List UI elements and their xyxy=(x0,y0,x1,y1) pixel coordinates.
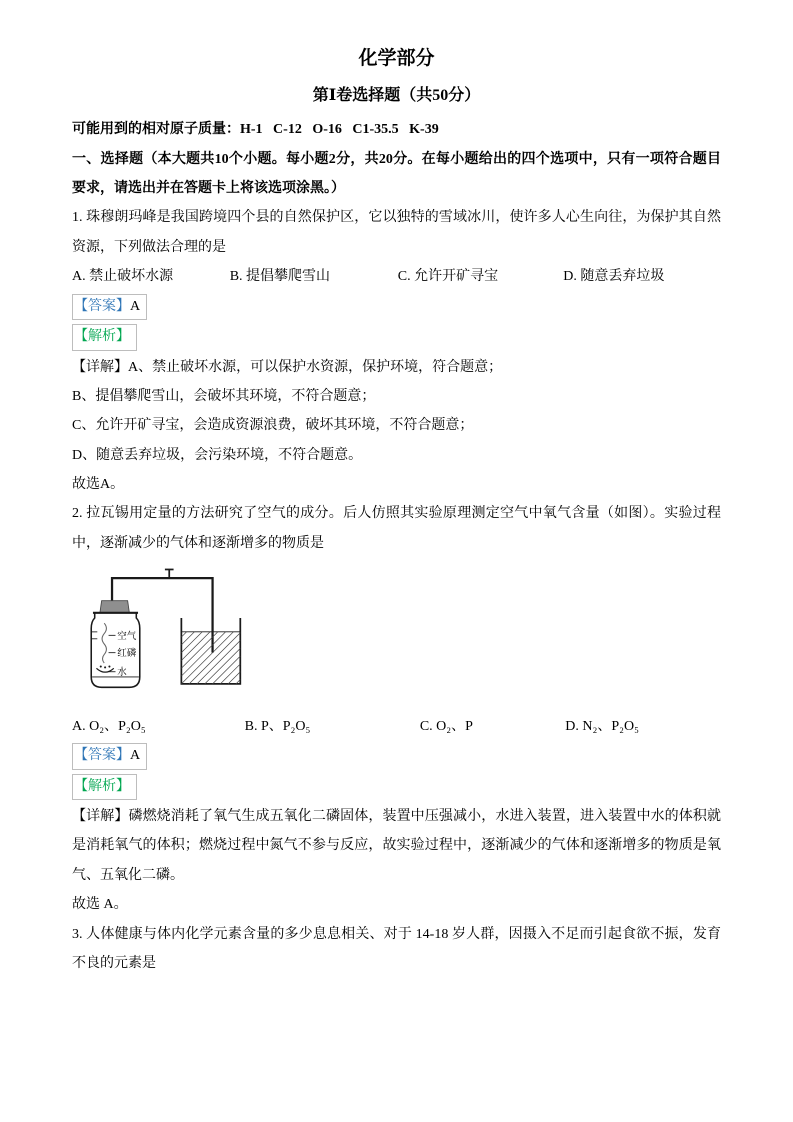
rubber-stopper-icon xyxy=(100,601,129,613)
option-b: B. 提倡攀爬雪山 xyxy=(229,269,331,285)
air-label: 空气 xyxy=(117,632,137,643)
question-2-stem: 2. 拉瓦锡用定量的方法研究了空气的成分。后人仿照其实验原理测定空气中氧气含量（如图）。实验过程中，逐渐减少的气体和逐渐增多的物质是 xyxy=(72,506,721,551)
beaker xyxy=(181,618,240,684)
detail-tag: 【详解】 xyxy=(72,359,128,375)
red-phosphorus-label: 红磷 xyxy=(117,649,137,660)
answer-tag: 【答案】 xyxy=(74,748,130,764)
analysis-tag: 【解析】 xyxy=(74,329,130,345)
question-1-detail-c: C、允许开矿寻宝，会造成资源浪费，破坏其环境，不符合题意； xyxy=(72,418,474,434)
question-3-stem: 3. 人体健康与体内化学元素含量的多少息息相关、对于 14-18 岁人群，因摄入不足而引起食欲不振，发育不良的元素是 xyxy=(72,926,721,971)
question-1-detail-b: B、提倡攀爬雪山，会破坏其环境，不符合题意； xyxy=(72,388,376,404)
analysis-tag: 【解析】 xyxy=(74,778,130,794)
option-b: B. P、P₂O₅ xyxy=(244,718,311,734)
graduation-marks xyxy=(91,632,97,639)
option-d: D. N₂、P₂O₅ xyxy=(565,718,639,734)
section-intro: 一、选择题（本大题共10个小题。每小题2分，共20分。在每小题给出的四个选项中，只有一项符合题目要求，请选出并在答题卡上将该选项涂黑。） xyxy=(72,151,721,196)
diagram-labels xyxy=(109,630,137,678)
option-d: D. 随意丢弃垃圾 xyxy=(563,269,665,285)
analysis-box xyxy=(72,774,137,801)
question-2-conclusion: 故选 A。 xyxy=(72,897,128,913)
atomic-masses-line: 可能用到的相对原子质量：H-1 C-12 O-16 C1-35.5 K-39 xyxy=(72,122,439,138)
answer-value: A xyxy=(130,298,141,314)
option-a: A. O₂、P₂O₅ xyxy=(72,718,146,734)
question-1-detail-a xyxy=(72,353,721,382)
analysis-box xyxy=(72,324,137,351)
valve-stub xyxy=(165,570,174,579)
section-subtitle: 第Ⅰ卷选择题（共50分） xyxy=(312,87,481,105)
answer-value: A xyxy=(130,748,141,764)
question-1-conclusion: 故选A。 xyxy=(72,477,125,493)
detail-text: A、禁止破坏水源，可以保护水资源，保护环境，符合题意； xyxy=(128,359,503,375)
answer-tag: 【答案】 xyxy=(74,298,130,314)
smoke-icon xyxy=(102,623,106,663)
question-3 xyxy=(72,920,721,979)
option-c: C. 允许开矿寻宝 xyxy=(397,269,499,285)
option-a: A. 禁止破坏水源 xyxy=(72,269,174,285)
document-title: 化学部分 xyxy=(358,48,435,69)
detail-tag: 【详解】 xyxy=(72,809,129,825)
question-1-stem: 1. 珠穆朗玛峰是我国跨境四个县的自然保护区，它以独特的雪域冰川，使许多人心生向往，为保护其自然资源，下列做法合理的是 xyxy=(72,210,721,255)
question-2-analysis-line xyxy=(72,772,721,803)
question-2-answer-line xyxy=(72,741,721,772)
question-2-diagram xyxy=(72,566,721,707)
question-1-answer-line xyxy=(72,292,721,323)
answer-box xyxy=(72,294,147,321)
beaker-water-hatching xyxy=(181,632,240,684)
answer-box xyxy=(72,743,147,770)
detail-text: 磷燃烧消耗了氧气生成五氧化二磷固体，装置中压强减小，水进入装置，进入装置中水的体积就是消耗氧气的体积；燃烧过程中氮气不参与反应，故实验过程中，逐渐减少的气体和逐渐增多的物质是氧气、五氧化二磷。 xyxy=(72,809,722,883)
phosphorus-dish xyxy=(96,666,113,673)
experiment-apparatus-diagram xyxy=(72,566,250,696)
question-1-options xyxy=(72,262,721,291)
question-2-options xyxy=(72,712,721,741)
question-2-detail xyxy=(72,802,721,890)
question-1-detail-d: D、随意丢弃垃圾，会污染环境，不符合题意。 xyxy=(72,447,363,463)
water-label: 水 xyxy=(117,668,127,679)
question-2 xyxy=(72,499,721,919)
option-c: C. O₂、P xyxy=(419,718,473,734)
question-1-analysis-line xyxy=(72,322,721,353)
question-1 xyxy=(72,203,721,499)
